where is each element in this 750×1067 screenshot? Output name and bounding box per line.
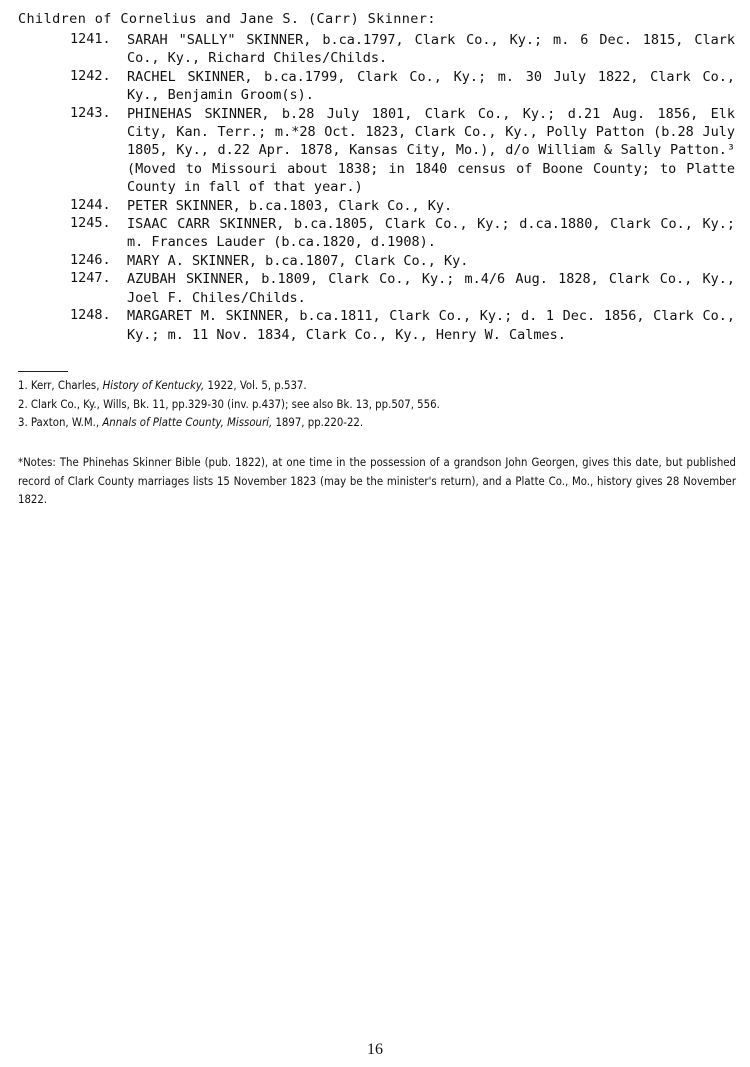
children-list [0,31,750,344]
footnote-text: 2. Clark Co., Ky., Wills, Bk. 11, pp.329-30 (inv. p.437); see also Bk. 13, pp.507, 556. [18,397,440,411]
entry-text: SARAH "SALLY" SKINNER, b.ca.1797, Clark Co., Ky.; m. 6 Dec. 1815, Clark Co., Ky., Richard Chiles/Childs. [127,32,735,67]
entry-number: 1243. [70,104,111,121]
list-item [0,197,750,215]
list-item [0,252,750,270]
footnote [18,414,736,433]
footnote-text: 1. Kerr, Charles, [18,379,103,392]
footnotes [18,377,736,433]
entry-text: MARGARET M. SKINNER, b.ca.1811, Clark Co., Ky.; d. 1 Dec. 1856, Clark Co., Ky.; m. 11 Nov. 1834, Clark Co., Ky., Henry W. Calmes. [127,308,735,343]
footnote-divider [18,371,68,372]
entry-number: 1248. [70,307,111,324]
entry-text: PETER SKINNER, b.ca.1803, Clark Co., Ky. [127,197,453,214]
footnote-title: History of Kentucky, [102,379,205,392]
footnote-text: 1922, Vol. 5, p.537. [204,379,307,392]
entry-number: 1245. [70,215,111,232]
list-item [0,31,750,68]
list-item [0,215,750,252]
entry-number: 1241. [70,31,111,47]
entry-text: ISAAC CARR SKINNER, b.ca.1805, Clark Co., Ky.; d.ca.1880, Clark Co., Ky.; m. Frances Lauder (b.ca.1820, d.1908). [127,216,735,251]
footnote-text: 1897, pp.220-22. [272,416,364,429]
list-item [0,68,750,105]
entry-text: MARY A. SKINNER, b.ca.1807, Clark Co., Ky. [127,252,469,269]
page-number: 16 [367,1041,383,1058]
entry-text: RACHEL SKINNER, b.ca.1799, Clark Co., Ky.; m. 30 July 1822, Clark Co., Ky., Benjamin Groom(s). [127,68,735,104]
entry-number: 1244. [70,196,111,213]
list-item [0,105,750,197]
list-item [0,270,750,307]
entry-text: PHINEHAS SKINNER, b.28 July 1801, Clark Co., Ky.; d.21 Aug. 1856, Elk City, Kan. Terr.; m.*28 Oct. 1823, Clark Co., Ky., Polly Patton (b.28 July 1805, Ky., d.22 Apr. 1878, Kansas City, Mo.), d/o William & Sally Patton.³ (Moved to Missouri about 1838; in 1840 census of Boone County; to Platte County in fall of that year.) [127,105,735,196]
entry-text: AZUBAH SKINNER, b.1809, Clark Co., Ky.; m.4/6 Aug. 1828, Clark Co., Ky., Joel F. Chiles/Childs. [127,271,735,306]
footnote [18,396,736,415]
footnote [18,377,736,396]
footnote-text: 3. Paxton, W.M., [18,416,103,429]
entry-number: 1242. [70,67,111,84]
entry-number: 1246. [70,251,111,268]
entry-number: 1247. [70,270,111,287]
notes-paragraph: *Notes: The Phinehas Skinner Bible (pub. 1822), at one time in the possession of a grandson John Georgen, gives this date, but published record of Clark County marriages lists 15 November 1823 (may be the minister's return), and a Platte Co., Mo., history gives 28 November 1822. [18,456,736,506]
footnote-title: Annals of Platte County, Missouri, [102,416,273,429]
section-heading: Children of Cornelius and Jane S. (Carr) Skinner: [18,11,436,27]
list-item [0,307,750,344]
